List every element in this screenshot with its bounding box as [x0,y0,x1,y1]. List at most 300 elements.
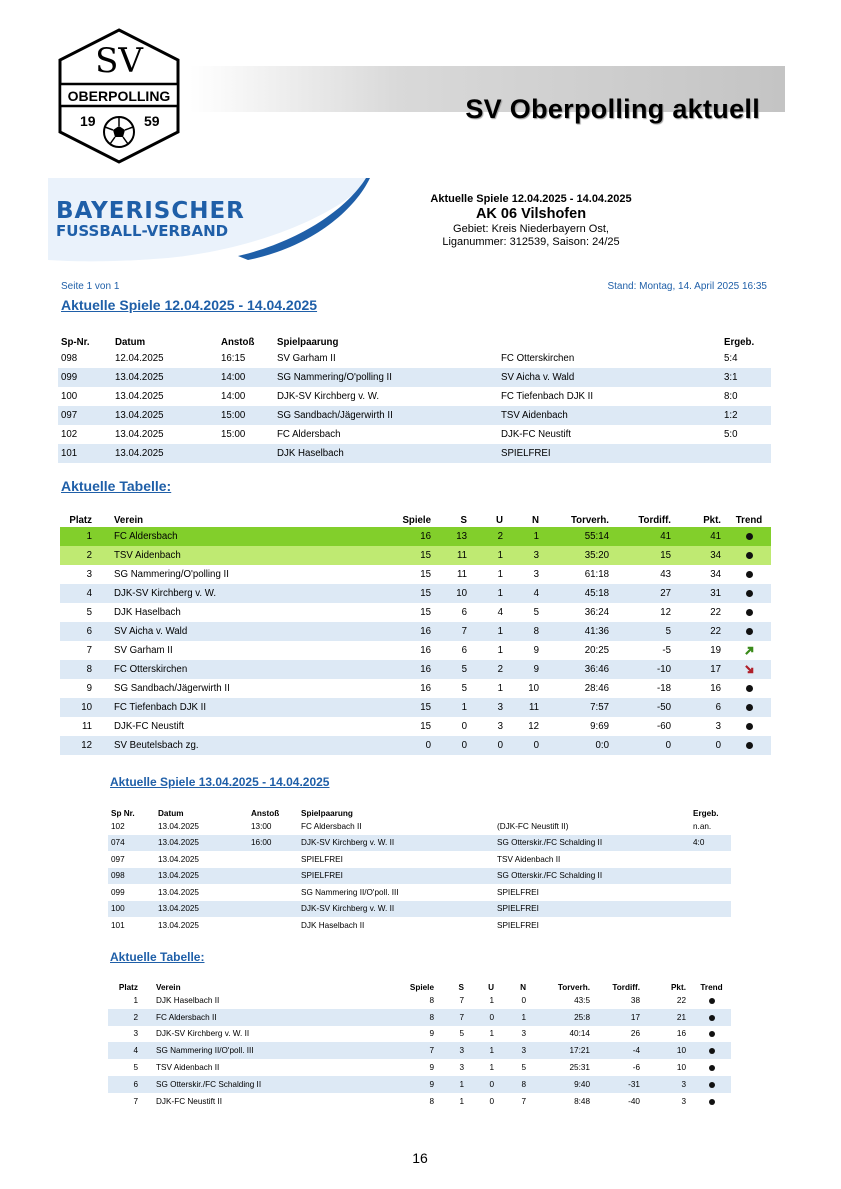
table-cell: 22 [710,626,721,637]
table-cell: 2 [497,531,503,542]
table-cell: 2 [86,550,92,561]
column-header: Verein [156,983,181,992]
column-header: Spiele [402,515,431,526]
trend-steady-icon [709,998,715,1004]
table-cell: 8 [533,626,539,637]
table-cell: 15 [420,721,431,732]
section-title-table: Aktuelle Tabelle: [61,478,172,494]
logo-year-left: 19 [80,113,96,129]
table-cell: -50 [656,702,671,713]
table-cell: SG Nammering II/O'poll. III [301,887,399,897]
table-cell: 16 [420,645,431,656]
league-info-period: Aktuelle Spiele 12.04.2025 - 14.04.2025 [430,193,632,205]
trend-cell [727,603,771,622]
table-cell: FC Aldersbach [277,429,341,440]
table-cell: 9:69 [590,721,609,732]
column-header: Datum [158,809,184,818]
table-cell: 0 [521,995,526,1005]
table-cell: 13 [456,531,467,542]
trend-cell [727,679,771,698]
table-cell: 20:25 [584,645,609,656]
table-cell: DJK-SV Kirchberg v. W. II [156,1029,250,1039]
table-cell: 1 [489,1046,494,1056]
table-cell: SPIELFREI [301,854,343,864]
table-cell: 9 [429,1063,434,1073]
games-table [58,330,771,463]
table-cell: 45:18 [584,588,609,599]
table-cell: 16 [420,664,431,675]
standings-table [60,509,771,755]
table-row [108,1009,731,1026]
bfv-logo-line2: FUSSBALL-VERBAND [56,222,229,240]
table-cell: 40:14 [569,1029,590,1039]
trend-cell [727,527,771,546]
column-header: U [488,983,494,992]
table-cell: 101 [111,920,125,930]
table-cell: 13.04.2025 [158,887,199,897]
trend-cell [692,1093,731,1110]
table-cell: 6 [461,645,467,656]
table-cell: TSV Aidenbach II [156,1063,220,1073]
table-cell: 5 [533,607,539,618]
table-cell: 41 [660,531,671,542]
table-row [60,584,771,603]
table-cell: 099 [61,372,78,383]
table-cell: 22 [710,607,721,618]
table-cell: -10 [656,664,671,675]
table-header-row [108,805,731,818]
section-title-games-reserve: Aktuelle Spiele 13.04.2025 - 14.04.2025 [110,775,330,789]
table-cell: DJK-FC Neustift [114,721,184,732]
table-cell: 13.04.2025 [158,821,199,831]
table-cell: 1 [489,995,494,1005]
table-cell: SV Garham II [277,353,336,364]
table-row [60,698,771,717]
table-cell: 8:0 [724,391,738,402]
table-cell: FC Aldersbach II [301,821,362,831]
table-cell: 1 [133,995,138,1005]
table-cell: FC Aldersbach II [156,1012,217,1022]
table-cell: -5 [662,645,671,656]
table-cell: 43 [660,569,671,580]
table-cell: 102 [111,821,125,831]
table-row [108,1026,731,1043]
table-cell: 2 [497,664,503,675]
table-cell [690,884,731,901]
table-cell: 4 [133,1046,138,1056]
table-cell [690,868,731,885]
table-row [58,444,771,463]
table-cell: 13.04.2025 [158,920,199,930]
league-info-number: Liganummer: 312539, Saison: 24/25 [442,236,620,248]
table-row [60,565,771,584]
table-cell: 25:31 [569,1063,590,1073]
column-header: U [496,515,503,526]
table-cell: 12 [528,721,539,732]
trend-cell [727,641,771,660]
column-header: Trend [700,983,723,992]
column-header: Sp Nr. [111,809,135,818]
table-cell: SG Otterskir./FC Schalding II [156,1079,262,1089]
table-cell: 1 [521,1012,526,1022]
table-cell: 7 [86,645,92,656]
table-cell: 10 [676,1063,686,1073]
table-row [60,527,771,546]
table-cell: FC Tiefenbach DJK II [114,702,207,713]
status-timestamp: Stand: Montag, 14. April 2025 16:35 [607,281,767,292]
table-cell: 3 [533,569,539,580]
table-cell: FC Otterskirchen [114,664,188,675]
table-cell: 0 [489,1079,494,1089]
table-cell: 12.04.2025 [115,353,164,364]
column-header: S [458,983,464,992]
table-cell: SG Otterskir./FC Schalding II [497,871,603,881]
table-cell: SG Sandbach/Jägerwirth II [114,683,230,694]
trend-steady-icon [709,1065,715,1071]
table-cell: TSV Aidenbach II [497,854,561,864]
table-cell: 1 [461,702,467,713]
table-cell [248,851,298,868]
table-cell: 17:21 [569,1046,590,1056]
logo-year-right: 59 [144,113,160,129]
trend-cell [727,736,771,755]
trend-down-arrow-icon [745,665,754,674]
table-cell: 3 [681,1079,686,1089]
table-cell: 8 [429,1096,434,1106]
column-header: Torverh. [570,515,609,526]
table-cell: 1 [497,550,503,561]
table-cell: 13.04.2025 [115,391,164,402]
table-cell: SG Otterskir./FC Schalding II [497,838,603,848]
table-cell: 16 [420,531,431,542]
table-cell: 9 [429,1029,434,1039]
column-header [498,330,721,349]
table-cell: 7:57 [590,702,609,713]
table-cell: SPIELFREI [497,887,539,897]
table-cell: DJK Haselbach [114,607,181,618]
table-row [58,406,771,425]
table-cell: 16 [420,683,431,694]
table-cell: 36:46 [584,664,609,675]
table-cell: 16 [676,1029,686,1039]
table-row [108,917,731,934]
table-cell: 35:20 [584,550,609,561]
table-cell [248,901,298,918]
table-cell: 5 [461,683,467,694]
table-cell: SPIELFREI [501,448,551,459]
table-cell: 9 [533,645,539,656]
table-cell: 3 [497,702,503,713]
table-cell: 074 [111,838,125,848]
table-cell: 7 [429,1046,434,1056]
table-row [60,717,771,736]
table-cell: 4:0 [693,838,705,848]
column-header: Ergeb. [724,337,755,348]
trend-cell [692,1042,731,1059]
trend-steady-icon [746,742,753,749]
table-cell: 3 [521,1046,526,1056]
table-cell: 097 [111,854,125,864]
table-cell: DJK-SV Kirchberg v. W. [277,391,380,402]
column-header: S [460,515,467,526]
table-cell: 3 [459,1046,464,1056]
table-cell: 101 [61,448,78,459]
table-cell: 098 [111,871,125,881]
table-cell: 10 [81,702,92,713]
column-header: Sp-Nr. [61,337,90,348]
table-cell: 11 [528,702,539,713]
table-cell: 1 [489,1029,494,1039]
table-cell: FC Aldersbach [114,531,178,542]
table-cell: 31 [710,588,721,599]
table-cell: 1 [497,588,503,599]
table-cell: 1 [497,626,503,637]
table-cell: -4 [632,1046,640,1056]
trend-steady-icon [709,1031,715,1037]
table-row [108,1076,731,1093]
table-cell [690,851,731,868]
table-cell: 4 [86,588,92,599]
table-row [58,425,771,444]
table-cell: 13.04.2025 [158,904,199,914]
column-header: Torverh. [557,983,590,992]
table-cell: 6 [86,626,92,637]
club-logo [56,28,182,164]
table-row [60,622,771,641]
bfv-logo [48,178,370,268]
reserve-standings-table [108,980,731,1110]
column-header: Platz [69,515,92,526]
table-cell: 21 [676,1012,686,1022]
table-cell: 1 [489,1063,494,1073]
table-cell: 13.04.2025 [115,410,164,421]
table-cell: 55:14 [584,531,609,542]
table-cell: -18 [656,683,671,694]
table-cell: 1 [459,1079,464,1089]
trend-cell [727,546,771,565]
table-cell: 1 [86,531,92,542]
bfv-logo-line1: BAYERISCHER [56,198,245,224]
table-cell: 0 [715,740,721,751]
table-cell: 4 [533,588,539,599]
column-header: N [532,515,539,526]
table-cell [248,917,298,934]
logo-club-name: OBERPOLLING [67,88,171,104]
table-cell: DJK-FC Neustift [501,429,571,440]
column-header: Anstoß [251,809,280,818]
trend-cell [692,1076,731,1093]
column-header [494,805,690,818]
table-cell: 7 [461,626,467,637]
league-info [400,193,662,249]
column-header: N [520,983,526,992]
trend-steady-icon [746,628,753,635]
table-cell: 100 [61,391,78,402]
trend-steady-icon [746,533,753,540]
table-cell: 3 [521,1029,526,1039]
trend-cell [692,1009,731,1026]
table-cell: 0 [665,740,671,751]
table-row [108,818,731,835]
table-cell: 3 [86,569,92,580]
table-cell: 3 [533,550,539,561]
trend-steady-icon [746,571,753,578]
table-row [58,349,771,368]
table-cell: 16 [420,626,431,637]
table-cell: 8 [521,1079,526,1089]
league-info-name: AK 06 Vilshofen [475,206,587,222]
table-cell: FC Tiefenbach DJK II [501,391,594,402]
table-cell: 17 [630,1012,640,1022]
table-cell: 13.04.2025 [115,448,164,459]
table-cell: 3 [681,1096,686,1106]
table-cell: 7 [459,1012,464,1022]
table-row [108,1093,731,1110]
table-cell: TSV Aidenbach [114,550,181,561]
column-header: Pkt. [703,515,721,526]
table-cell: 6 [133,1079,138,1089]
table-cell: 11 [456,569,467,580]
table-cell: 14:00 [221,391,246,402]
table-cell: 0:0 [595,740,609,751]
table-row [60,736,771,755]
table-cell: 5 [133,1063,138,1073]
table-cell: 5:4 [724,353,738,364]
table-cell: 0 [489,1096,494,1106]
trend-up-arrow-icon [745,646,754,655]
table-cell: 9 [86,683,92,694]
league-info-area: Gebiet: Kreis Niederbayern Ost, [453,223,609,235]
table-cell: SPIELFREI [497,904,539,914]
table-cell: 1 [497,645,503,656]
table-cell: 1 [459,1096,464,1106]
table-cell: 13:00 [251,821,272,831]
reserve-games-table [108,805,731,934]
table-cell: 27 [660,588,671,599]
table-cell: -6 [632,1063,640,1073]
column-header: Verein [114,515,144,526]
table-cell: 3 [133,1029,138,1039]
column-header: Pkt. [670,983,686,992]
table-row [108,1059,731,1076]
table-cell: 16:15 [221,353,246,364]
logo-sv-text: SV [95,41,143,81]
table-cell: DJK-SV Kirchberg v. W. [114,588,217,599]
table-cell: 11 [456,550,467,561]
table-cell: -60 [656,721,671,732]
table-cell [721,444,771,463]
table-row [108,1042,731,1059]
table-row [60,660,771,679]
table-cell: 15 [420,569,431,580]
table-row [108,884,731,901]
trend-steady-icon [746,590,753,597]
table-cell: 14:00 [221,372,246,383]
table-cell: 1 [497,683,503,694]
table-row [60,546,771,565]
table-cell: 11 [81,721,92,732]
table-cell: 25:8 [574,1012,590,1022]
table-cell: 15 [420,607,431,618]
table-row [108,901,731,918]
table-cell: 102 [61,429,78,440]
trend-steady-icon [709,1099,715,1105]
table-cell: (DJK-FC Neustift II) [497,821,569,831]
table-cell: 15 [420,550,431,561]
trend-steady-icon [746,723,753,730]
table-cell: SV Beutelsbach zg. [114,740,199,751]
table-cell: FC Otterskirchen [501,353,575,364]
trend-steady-icon [709,1082,715,1088]
column-header: Tordiff. [638,515,671,526]
table-cell [218,444,274,463]
table-cell: 34 [710,550,721,561]
table-cell: 0 [489,1012,494,1022]
table-cell: 61:18 [584,569,609,580]
table-cell: 12 [81,740,92,751]
table-cell: 16:00 [251,838,272,848]
column-header: Spielpaarung [301,809,353,818]
table-cell: 36:24 [584,607,609,618]
page-title: SV Oberpolling aktuell [465,94,760,124]
table-cell: 10 [528,683,539,694]
trend-cell [727,565,771,584]
table-cell: 15:00 [221,410,246,421]
table-cell: 0 [461,740,467,751]
table-cell: SV Aicha v. Wald [501,372,575,383]
table-cell: 5 [461,664,467,675]
table-row [58,387,771,406]
table-cell: 15 [420,702,431,713]
table-row [58,368,771,387]
table-cell: 15:00 [221,429,246,440]
trend-steady-icon [709,1015,715,1021]
table-cell: 3 [497,721,503,732]
table-cell: 41 [710,531,721,542]
table-cell: 13.04.2025 [158,838,199,848]
table-cell: 2 [133,1012,138,1022]
table-cell [248,868,298,885]
table-cell: 1 [497,569,503,580]
table-cell: SV Aicha v. Wald [114,626,188,637]
table-cell: 34 [710,569,721,580]
table-cell: 8:48 [574,1096,590,1106]
column-header: Datum [115,337,146,348]
table-cell: 0 [425,740,431,751]
trend-steady-icon [746,704,753,711]
table-cell: 9:40 [574,1079,590,1089]
trend-steady-icon [746,685,753,692]
table-cell: SG Sandbach/Jägerwirth II [277,410,393,421]
column-header: Ergeb. [693,809,719,818]
table-row [108,868,731,885]
table-cell: 5:0 [724,429,738,440]
table-cell: 41:36 [584,626,609,637]
table-cell [690,917,731,934]
table-cell: 8 [86,664,92,675]
table-row [108,851,731,868]
table-cell: DJK Haselbach [277,448,344,459]
table-cell: 6 [461,607,467,618]
table-cell: -40 [628,1096,640,1106]
table-cell: 13.04.2025 [158,871,199,881]
trend-steady-icon [746,552,753,559]
table-row [60,603,771,622]
table-cell: 7 [459,995,464,1005]
table-header-row [108,980,731,992]
table-cell: 3:1 [724,372,738,383]
column-header: Spiele [409,983,434,992]
